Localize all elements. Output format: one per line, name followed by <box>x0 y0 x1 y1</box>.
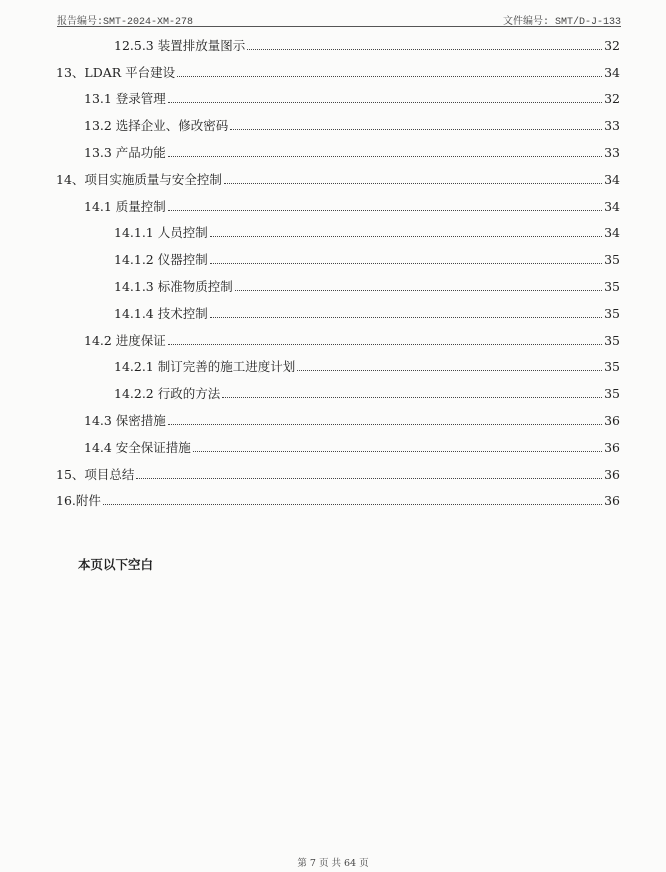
toc-entry[interactable] <box>56 215 620 242</box>
toc-entry-title: 15、项目总结 <box>56 466 135 482</box>
toc-entry-page: 34 <box>604 64 620 80</box>
toc-entry-title: 14.2.2 行政的方法 <box>114 386 221 402</box>
toc-leader-dots <box>230 129 602 130</box>
document-number: 文件编号: SMT/D-J-133 <box>502 17 621 28</box>
toc-leader-dots <box>168 210 602 211</box>
toc-entry-title: 14、项目实施质量与安全控制 <box>56 171 222 187</box>
toc-entry-title: 14.1.4 技术控制 <box>114 305 208 321</box>
report-number: 报告编号:SMT-2024-XM-278 <box>57 17 194 28</box>
toc-leader-dots <box>210 236 602 237</box>
toc-leader-dots <box>168 156 602 157</box>
toc-leader-dots <box>210 263 602 264</box>
page-header <box>57 10 621 27</box>
toc-entry[interactable] <box>56 188 620 215</box>
toc-entry[interactable] <box>56 322 620 349</box>
toc-entry-title: 14.2 进度保证 <box>84 332 166 348</box>
toc-entry-title: 14.1 质量控制 <box>84 198 166 214</box>
toc-entry[interactable] <box>56 134 620 161</box>
toc-entry-page: 35 <box>604 386 620 402</box>
toc-entry[interactable] <box>56 161 620 188</box>
toc-entry-page: 35 <box>604 278 620 294</box>
toc-leader-dots <box>297 370 602 371</box>
toc-leader-dots <box>247 49 602 50</box>
toc-entry[interactable] <box>56 483 620 510</box>
toc-entry[interactable] <box>56 241 620 268</box>
toc-entry-title: 14.1.1 人员控制 <box>114 225 208 241</box>
toc-leader-dots <box>222 397 602 398</box>
toc-entry-page: 36 <box>604 439 620 455</box>
toc-entry[interactable] <box>56 107 620 134</box>
toc-leader-dots <box>224 183 602 184</box>
toc-entry[interactable] <box>56 268 620 295</box>
toc-entry-title: 14.1.2 仪器控制 <box>114 252 208 268</box>
toc-entry-page: 36 <box>604 466 620 482</box>
blank-page-note: 本页以下空白 <box>78 557 154 572</box>
toc-entry-title: 13、LDAR 平台建设 <box>56 64 176 80</box>
toc-entry-page: 35 <box>604 359 620 375</box>
toc-entry-page: 34 <box>604 198 620 214</box>
toc-leader-dots <box>168 424 602 425</box>
toc-leader-dots <box>235 290 602 291</box>
toc-entry-title: 16.附件 <box>56 493 101 509</box>
toc-entry[interactable] <box>56 429 620 456</box>
toc-entry[interactable] <box>56 81 620 108</box>
toc-entry-page: 33 <box>604 118 620 134</box>
toc-entry[interactable] <box>56 349 620 376</box>
toc-leader-dots <box>168 344 602 345</box>
toc-entry[interactable] <box>56 54 620 81</box>
toc-entry-page: 35 <box>604 252 620 268</box>
toc-entry-page: 33 <box>604 144 620 160</box>
toc-entry[interactable] <box>56 375 620 402</box>
toc-entry-title: 13.2 选择企业、修改密码 <box>84 118 229 134</box>
toc-entry-page: 32 <box>604 91 620 107</box>
toc-entry-page: 35 <box>604 305 620 321</box>
toc-entry-page: 35 <box>604 332 620 348</box>
toc-leader-dots <box>210 317 602 318</box>
toc-entry-page: 34 <box>604 171 620 187</box>
toc-entry[interactable] <box>56 295 620 322</box>
toc-leader-dots <box>193 451 602 452</box>
toc-entry-page: 36 <box>604 493 620 509</box>
toc-entry-page: 32 <box>604 37 620 53</box>
page-footer: 第 7 页 共 64 页 <box>297 858 369 869</box>
toc-entry-title: 13.3 产品功能 <box>84 144 166 160</box>
toc-leader-dots <box>177 76 602 77</box>
toc-leader-dots <box>168 102 602 103</box>
toc-entry-title: 13.1 登录管理 <box>84 91 166 107</box>
toc-entry-title: 14.1.3 标准物质控制 <box>114 278 233 294</box>
toc-entry-title: 12.5.3 装置排放量图示 <box>114 37 246 53</box>
table-of-contents <box>56 27 620 509</box>
toc-entry-title: 14.4 安全保证措施 <box>84 439 191 455</box>
toc-entry-page: 36 <box>604 412 620 428</box>
toc-leader-dots <box>103 504 602 505</box>
toc-entry[interactable] <box>56 402 620 429</box>
toc-leader-dots <box>136 478 602 479</box>
toc-entry[interactable] <box>56 456 620 483</box>
toc-entry-page: 34 <box>604 225 620 241</box>
toc-entry-title: 14.2.1 制订完善的施工进度计划 <box>114 359 296 375</box>
toc-entry[interactable] <box>56 27 620 54</box>
toc-entry-title: 14.3 保密措施 <box>84 412 166 428</box>
